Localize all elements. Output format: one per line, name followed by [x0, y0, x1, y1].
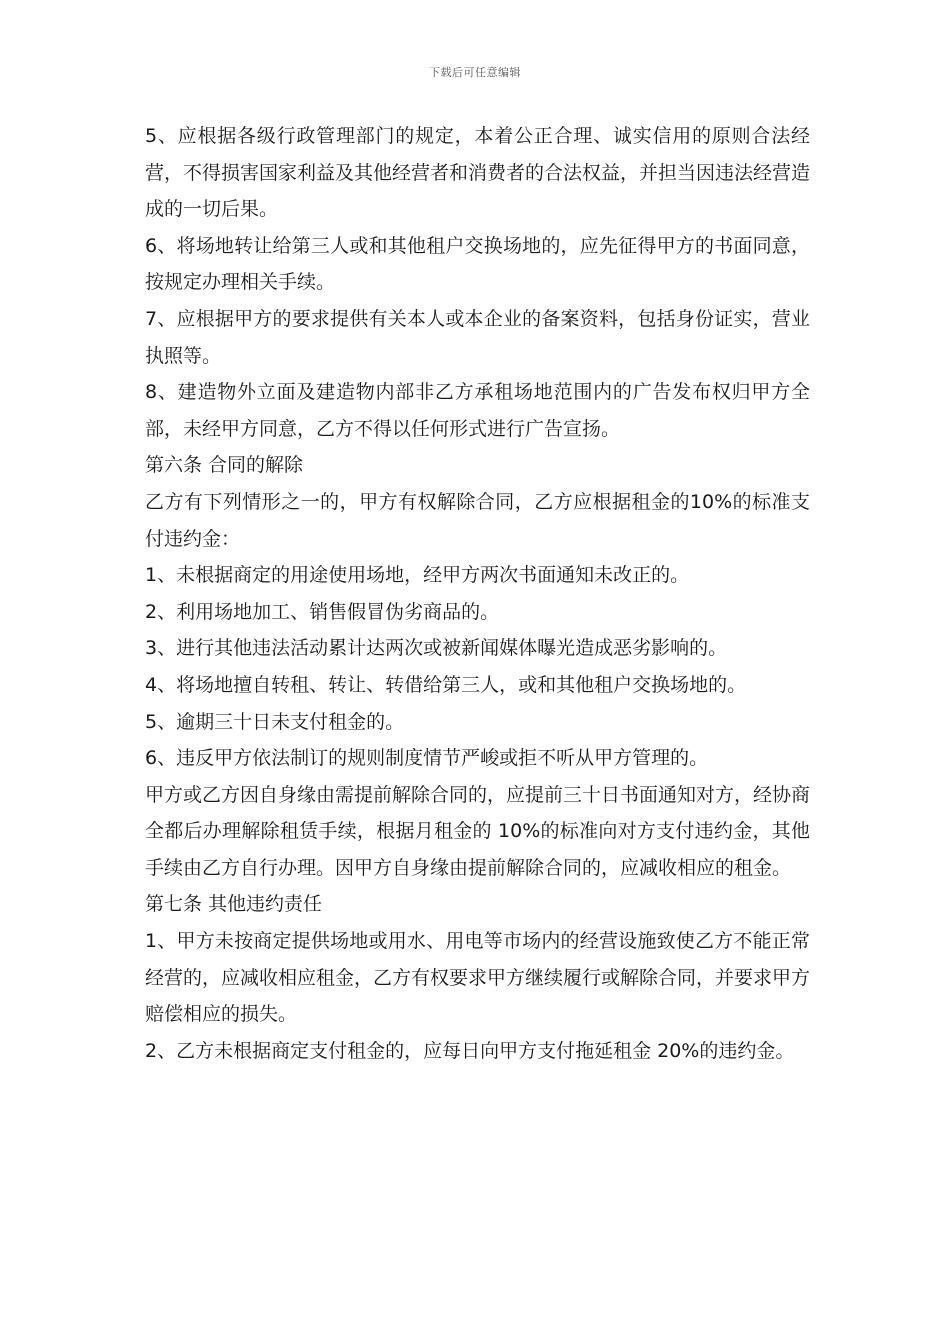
paragraph-termination-4: 4、将场地擅自转租、转让、转借给第三人，或和其他租户交换场地的。 — [145, 673, 747, 696]
paragraph-liability-2: 2、乙方未根据商定支付租金的，应每日向甲方支付拖延租金 20%的违约金。 — [145, 1039, 795, 1062]
paragraph-termination-6: 6、违反甲方依法制订的规则制度情节严峻或拒不听从甲方管理的。 — [145, 747, 709, 770]
paragraph-clause-6: 6、将场地转让给第三人或和其他租户交换场地的，应先征得甲方的书面同意，按规定办理相关手续。 — [145, 234, 810, 294]
paragraph-termination-intro: 乙方有下列情形之一的，甲方有权解除合同，乙方应根据租金的10%的标准支付违约金： — [145, 490, 810, 550]
paragraph-liability-1: 1、甲方未按商定提供场地或用水、用电等市场内的经营设施致使乙方不能正常经营的，应减收相应租金，乙方有权要求甲方继续履行或解除合同，并要求甲方赔偿相应的损失。 — [145, 930, 811, 1026]
section-heading-article-7: 第七条 其他违约责任 — [145, 893, 323, 916]
document-body — [145, 118, 810, 1069]
paragraph-early-termination: 甲方或乙方因自身缘由需提前解除合同的，应提前三十日书面通知对方，经协商全都后办理解除租赁手续，根据月租金的 10%的标准向对方支付违约金，其他手续由乙方自行办理。因甲方自身缘由提前解除合同的，应减收相应的租金。 — [145, 783, 811, 879]
paragraph-clause-7: 7、应根据甲方的要求提供有关本人或本企业的备案资料，包括身份证实，营业执照等。 — [145, 307, 810, 367]
paragraph-termination-1: 1、未根据商定的用途使用场地，经甲方两次书面通知未改正的。 — [145, 564, 690, 587]
paragraph-clause-5: 5、应根据各级行政管理部门的规定，本着公正合理、诚实信用的原则合法经营，不得损害国家利益及其他经营者和消费者的合法权益，并担当因违法经营造成的一切后果。 — [145, 125, 811, 221]
paragraph-termination-2: 2、利用场地加工、销售假冒伪劣商品的。 — [145, 600, 500, 623]
paragraph-termination-3: 3、进行其他违法活动累计达两次或被新闻媒体曝光造成恶劣影响的。 — [145, 637, 728, 660]
section-heading-article-6: 第六条 合同的解除 — [145, 454, 304, 477]
paragraph-clause-8: 8、建造物外立面及建造物内部非乙方承租场地范围内的广告发布权归甲方全部，未经甲方同意，乙方不得以任何形式进行广告宣扬。 — [145, 381, 810, 440]
paragraph-termination-5: 5、逾期三十日未支付租金的。 — [145, 710, 405, 733]
page-header: 下载后可任意编辑 — [429, 66, 521, 79]
